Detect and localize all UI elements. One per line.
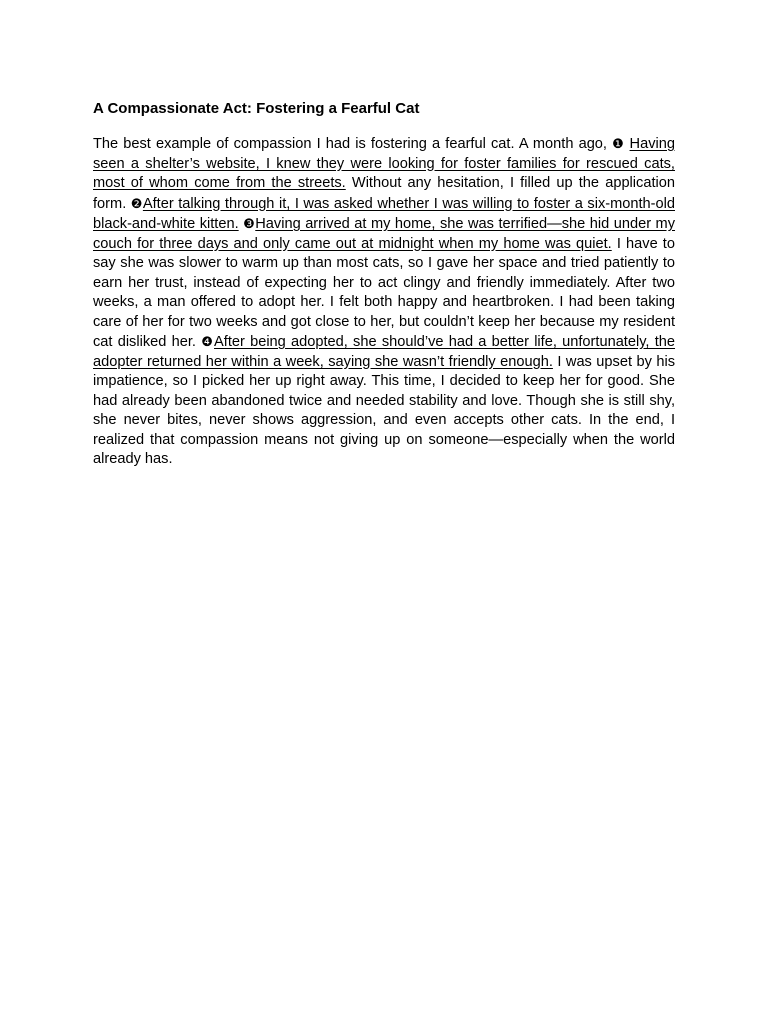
underlined-sentence-4: After being adopted, she should’ve had a better life, unfortunately, the adopter returned her within a week, saying she wasn’t friendly enough.: [93, 334, 676, 370]
body-text-segment: Without any hesitation, I filled up the application form.: [93, 175, 675, 212]
body-paragraph: [93, 134, 675, 470]
document-page: [93, 99, 675, 470]
number-3-marker-icon: ❸: [243, 216, 256, 231]
underlined-sentence-1: Having seen a shelter’s website, I knew they were looking for foster families for rescued cats, most of whom come from the streets.: [93, 136, 675, 191]
number-2-marker-icon: ❷: [130, 195, 143, 211]
number-1-marker-icon: ❶: [612, 136, 630, 151]
underlined-sentence-2: After talking through it, I was asked whether I was willing to foster a six-month-old black-and-white kitten.: [93, 195, 675, 232]
body-text-segment: I have to say she was slower to warm up than most cats, so I gave her space and tried patiently to earn her trust, instead of expecting her to act clingy and friendly immediately. After two weeks, a man offered to adopt her. I felt both happy and heartbroken. I had been taking care of her for two weeks and got close to her, but couldn’t keep her because my resident cat disliked her.: [93, 235, 675, 350]
underlined-sentence-3: Having arrived at my home, she was terrified—she hid under my couch for three days and only came out at midnight when my home was quiet.: [93, 216, 676, 252]
number-4-marker-icon: ❹: [201, 334, 215, 349]
body-text-segment: The best example of compassion I had is fostering a fearful cat. A month ago,: [93, 136, 613, 152]
document-title: A Compassionate Act: Fostering a Fearful Cat: [93, 100, 420, 117]
body-text-segment: I was upset by his impatience, so I picked her up right away. This time, I decided to keep her for good. She had already been abandoned twice and needed stability and love. Though she is still shy, she never bites, never shows aggression, and even accepts other cats. In the end, I realized that compassion means not giving up on someone—especially when the world already has.: [93, 353, 675, 467]
